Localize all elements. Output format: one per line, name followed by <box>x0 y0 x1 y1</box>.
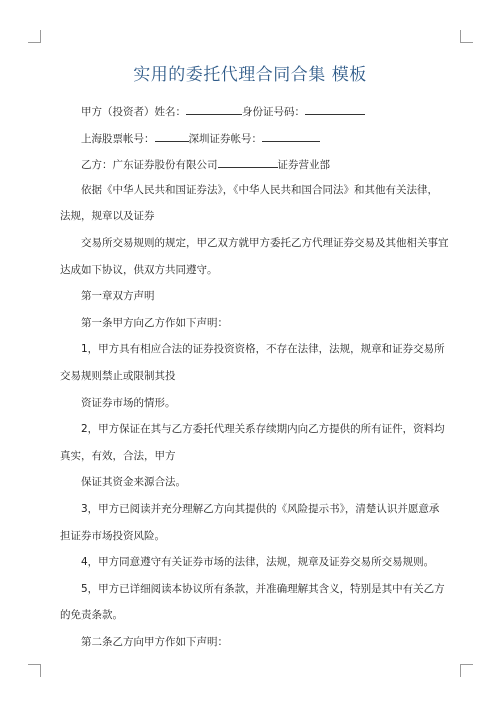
name-blank <box>186 104 242 115</box>
paragraph-line: 资证券市场的情形。 <box>81 396 176 409</box>
party-a-label: 甲方（投资者）姓名： <box>81 106 186 118</box>
account-line <box>60 131 442 144</box>
sh-account-label: 上海股票帐号： <box>81 132 155 145</box>
paragraph-line: 依据《中华人民共和国证券法》，《中华人民共和国合同法》和其他有关法律， <box>81 183 438 196</box>
party-b-line <box>60 157 442 170</box>
id-blank <box>305 104 365 115</box>
paragraph-line: 3，甲方已阅读并充分理解乙方向其提供的《风险提示书》，清楚认识并愿意承 <box>81 502 440 515</box>
page-corner-mark <box>460 664 473 677</box>
sh-account-blank <box>155 131 189 142</box>
paragraph-line: 交易所交易规则的规定，甲乙双方就甲方委托乙方代理证券交易及其他相关事宜 <box>81 236 449 249</box>
page-corner-mark <box>28 30 41 43</box>
paragraph-line: 担证券市场投资风险。 <box>60 529 165 542</box>
paragraph-line: 法规，规章以及证券 <box>60 210 155 223</box>
article-heading: 第一条甲方向乙方作如下声明： <box>81 316 228 329</box>
page-corner-mark <box>460 30 473 43</box>
paragraph-line: 5，甲方已详细阅读本协议所有条款，并准确理解其含义，特别是其中有关乙方 <box>81 582 445 595</box>
chapter-heading: 第一章双方声明 <box>81 290 155 303</box>
paragraph-line: 2，甲方保证在其与乙方委托代理关系存续期内向乙方提供的所有证件，资料均 <box>81 423 445 436</box>
party-a-line <box>60 104 442 117</box>
paragraph-line: 交易规则禁止或限制其投 <box>60 369 176 382</box>
id-label: 身份证号码： <box>242 106 305 118</box>
paragraph-line: 真实，有效，合法，甲方 <box>60 449 176 462</box>
paragraph-line: 1，甲方具有相应合法的证券投资资格，不存在法律，法规，规章和证券交易所 <box>81 343 445 356</box>
party-b-label: 乙方：广东证券股份有限公司 <box>81 159 218 172</box>
article-heading: 第二条乙方向甲方作如下声明： <box>81 635 228 648</box>
document-body <box>60 104 449 662</box>
party-b-suffix: 证券营业部 <box>277 159 330 172</box>
branch-blank <box>218 157 278 168</box>
paragraph-line: 的免责条款。 <box>60 609 123 622</box>
page-corner-mark <box>28 664 41 677</box>
paragraph-line: 保证其资金来源合法。 <box>81 476 186 489</box>
sz-account-label: 深圳证券帐号： <box>188 132 262 145</box>
document-title: 实用的委托代理合同合集 模板 <box>133 65 367 85</box>
sz-account-blank <box>262 131 320 142</box>
paragraph-line: 4，甲方同意遵守有关证券市场的法律，法规，规章及证券交易所交易规则。 <box>81 556 435 569</box>
paragraph-line: 达成如下协议，供双方共同遵守。 <box>60 263 218 276</box>
